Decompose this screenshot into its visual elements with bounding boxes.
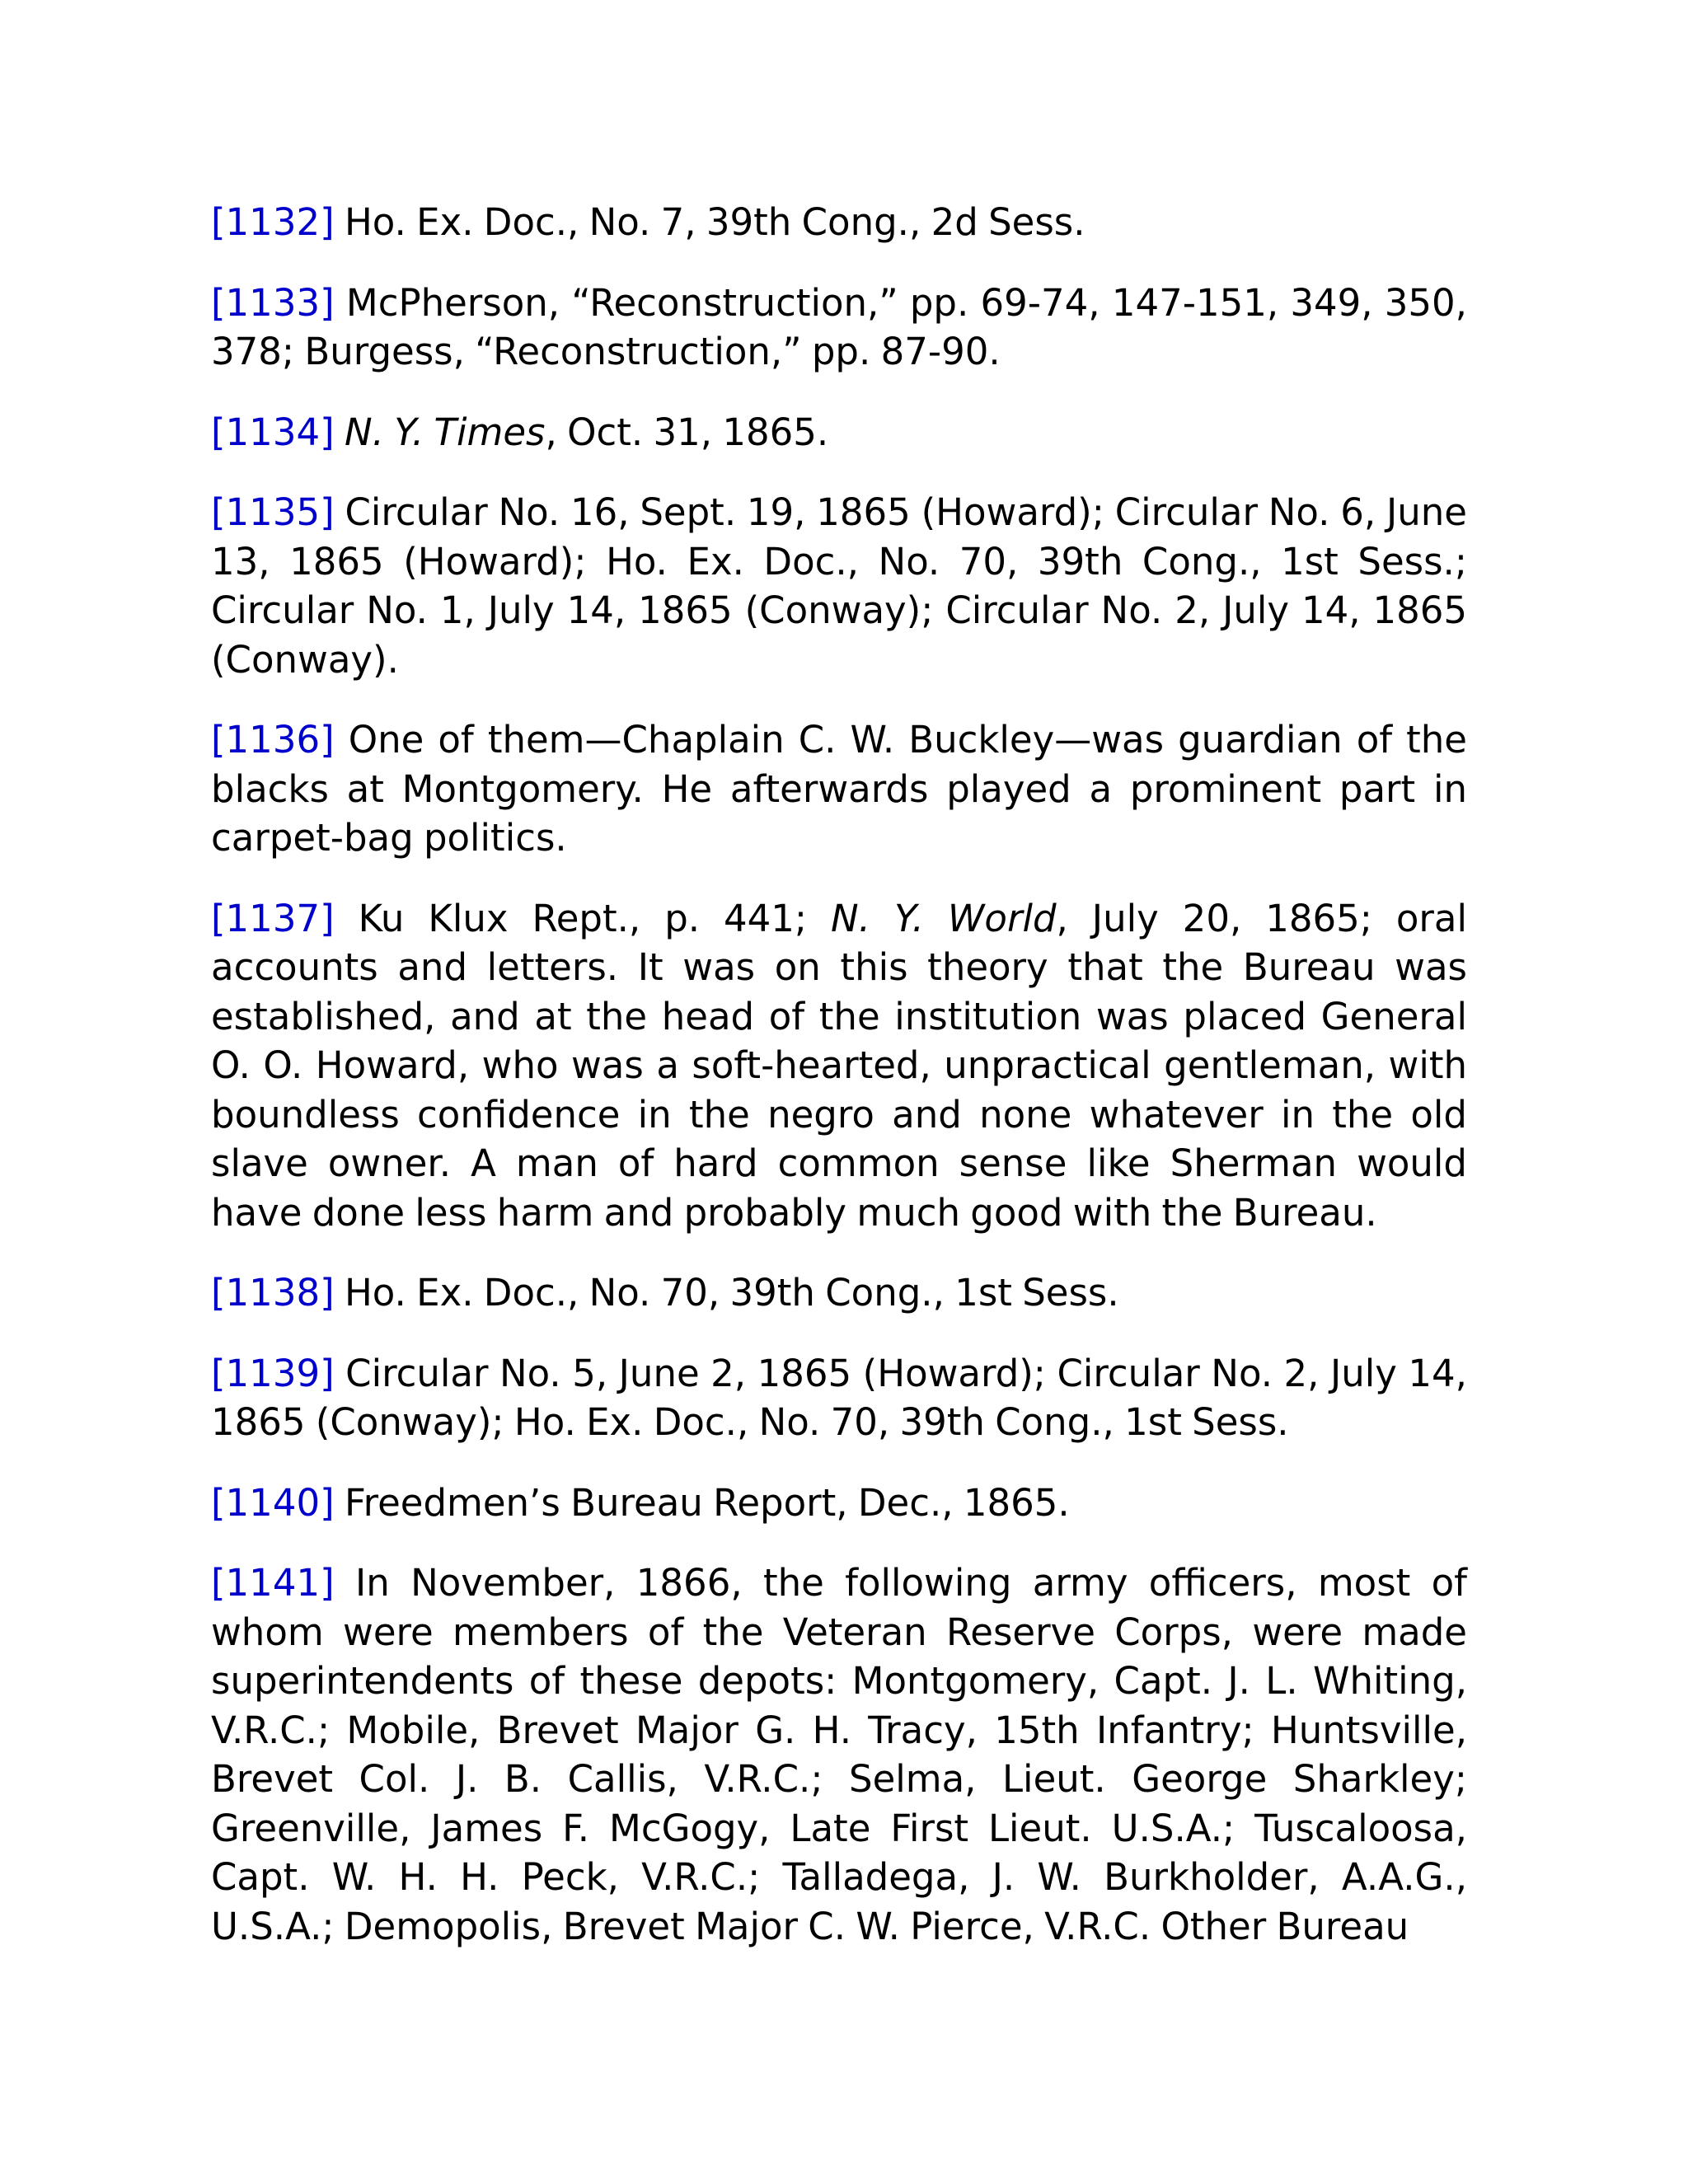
footnote-text: Ho. Ex. Doc., No. 7, 39th Cong., 2d Sess.: [344, 200, 1085, 244]
footnote-backlink[interactable]: [1140]: [211, 1480, 335, 1525]
footnote-backlink[interactable]: [1141]: [211, 1561, 335, 1605]
footnote-backlink[interactable]: [1132]: [211, 200, 335, 244]
footnote: [211, 1479, 1467, 1528]
footnote-text: Freedmen’s Bureau Report, Dec., 1865.: [344, 1480, 1070, 1525]
footnote: [211, 408, 1467, 457]
footnote-backlink[interactable]: [1137]: [211, 896, 335, 940]
footnote-backlink[interactable]: [1139]: [211, 1351, 335, 1395]
footnote: [211, 1349, 1467, 1447]
footnote-text: Ku Klux Rept., p. 441;: [358, 896, 832, 940]
footnote-text: Ho. Ex. Doc., No. 70, 39th Cong., 1st Sess.: [344, 1271, 1119, 1315]
footnote-backlink[interactable]: [1135]: [211, 490, 335, 534]
footnote: [211, 1268, 1467, 1318]
footnote: [211, 715, 1467, 863]
footnotes-page: [211, 198, 1467, 1982]
footnote-text: McPherson, “Reconstruction,” pp. 69-74, 147-151, 349, 350, 378; Burgess, “Reconstruction,” pp. 87-90.: [211, 280, 1467, 373]
footnote-backlink[interactable]: [1133]: [211, 280, 335, 325]
footnote: [211, 488, 1467, 684]
footnote: [211, 279, 1467, 377]
footnote: [211, 1558, 1467, 1951]
italic-title-text: N. Y. World: [831, 896, 1057, 940]
footnote-text: Circular No. 16, Sept. 19, 1865 (Howard); Circular No. 6, June 13, 1865 (Howard); Ho. Ex. Doc., No. 70, 39th Cong., 1st Sess.; Circular No. 1, July 14, 1865 (Conway); Circular No. 2, July 14, 1865 (Conway).: [211, 490, 1467, 682]
footnote-text: Circular No. 5, June 2, 1865 (Howard); Circular No. 2, July 14, 1865 (Conway); Ho. Ex. Doc., No. 70, 39th Cong., 1st Sess.: [211, 1351, 1467, 1444]
italic-title-text: N. Y. Times: [344, 410, 546, 454]
footnote: [211, 894, 1467, 1238]
footnote-backlink[interactable]: [1134]: [211, 410, 335, 454]
footnote-backlink[interactable]: [1136]: [211, 718, 335, 762]
footnote: [211, 198, 1467, 247]
footnote-text: One of them—Chaplain C. W. Buckley—was guardian of the blacks at Montgomery. He afterwards played a prominent part in carpet-bag politics.: [211, 718, 1467, 860]
footnote-backlink[interactable]: [1138]: [211, 1271, 335, 1315]
footnote-text: , July 20, 1865; oral accounts and letters. It was on this theory that the Bureau was established, and at the head of the institution was placed General O. O. Howard, who was a soft-hearted, unpractical gentleman, with boundless confidence in the negro and none whatever in the old slave owner. A man of hard common sense like Sherman would have done less harm and probably much good with the Bureau.: [211, 896, 1467, 1235]
footnote-text: In November, 1866, the following army officers, most of whom were members of the Veteran Reserve Corps, were made superintendents of these depots: Montgomery, Capt. J. L. Whiting, V.R.C.; Mobile, Brevet Major G. H. Tracy, 15th Infantry; Huntsville, Brevet Col. J. B. Callis, V.R.C.; Selma, Lieut. George Sharkley; Greenville, James F. McGogy, Late First Lieut. U.S.A.; Tuscaloosa, Capt. W. H. H. Peck, V.R.C.; Talladega, J. W. Burkholder, A.A.G., U.S.A.; Demopolis, Brevet Major C. W. Pierce, V.R.C. Other Bureau: [211, 1561, 1467, 1948]
footnote-text: , Oct. 31, 1865.: [545, 410, 829, 454]
